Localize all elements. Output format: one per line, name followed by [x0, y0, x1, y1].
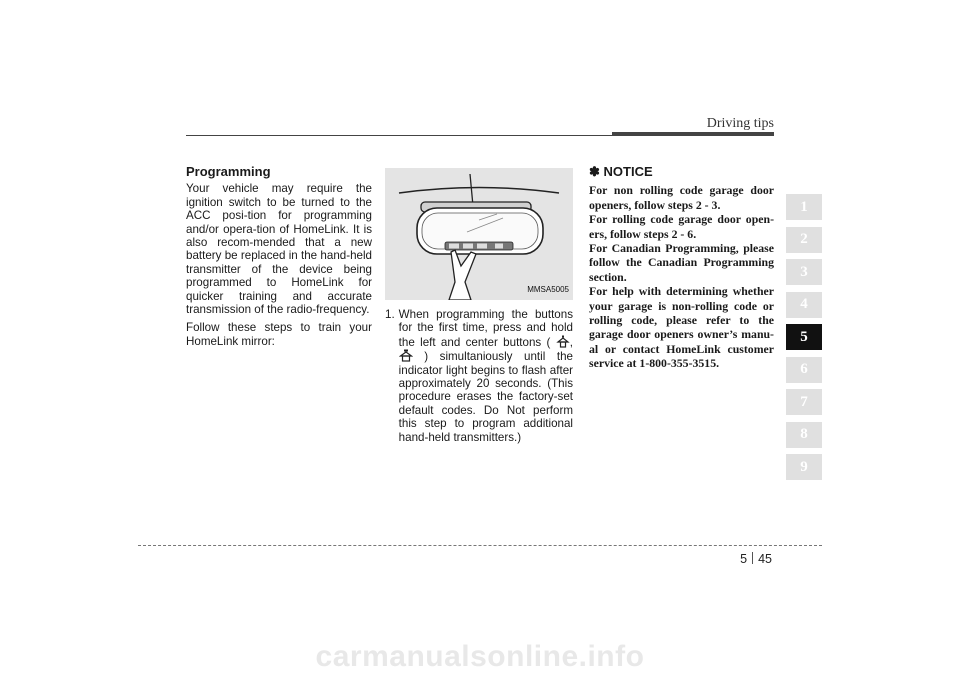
page-num: 45 — [758, 552, 772, 566]
chapter-tab-8[interactable]: 8 — [786, 422, 822, 448]
notice-title-text: NOTICE — [603, 164, 653, 179]
programming-heading: Programming — [186, 164, 271, 179]
step-1-icon-separator: , — [569, 335, 573, 349]
step-column — [385, 165, 573, 444]
chapter-tab-1[interactable]: 1 — [786, 194, 822, 220]
chapter-tabs — [786, 194, 822, 487]
page-chapter: 5 — [740, 552, 748, 566]
step-1-number: 1. — [385, 308, 395, 321]
chapter-tab-5[interactable]: 5 — [786, 324, 822, 350]
chapter-tab-6[interactable]: 6 — [786, 357, 822, 383]
step-1-text — [399, 308, 573, 444]
watermark: carmanualsonline.info — [315, 640, 645, 673]
programming-paragraph-2: Follow these steps to train your HomeLink mirror: — [186, 321, 372, 348]
footer-rule — [138, 545, 822, 546]
mirror-illustration — [385, 168, 573, 300]
chapter-tab-2[interactable]: 2 — [786, 227, 822, 253]
notice-symbol-icon: ✽ — [589, 164, 600, 179]
homelink-button-1-icon — [556, 335, 570, 348]
programming-column — [186, 165, 372, 353]
chapter-tab-3[interactable]: 3 — [786, 259, 822, 285]
homelink-mirror-drawing — [385, 168, 573, 300]
page-number-separator — [752, 552, 753, 564]
header-rule-accent — [612, 132, 774, 136]
step-1-text-end: ) simultaniously until the indicator light begins to flash after approximately 20 seconds. (This procedure erases the factory-set default codes. Do Not perform this step to program additional hand-held transmitters.) — [398, 350, 573, 444]
figure-code: MMSA5005 — [527, 284, 569, 294]
homelink-button-2-icon — [399, 349, 413, 362]
notice-title — [589, 165, 774, 178]
section-title: Driving tips — [706, 116, 774, 131]
chapter-tab-4[interactable]: 4 — [786, 292, 822, 318]
notice-body: For non rolling code garage door openers, follow steps 2 - 3. For rolling code garage door open-ers, follow steps 2 - 6. For Canadian Programming, please follow the Canadian Programming section. For help with determining whether your garage is non-rolling code or rolling code, please refer to the garage door openers owner’s manu-al or contact HomeLink customer service at 1-800-355-3515. — [589, 183, 774, 371]
notice-column — [589, 165, 774, 371]
page-number — [740, 552, 772, 566]
step-1 — [385, 308, 573, 444]
step-1-text-start: When programming the buttons for the first time, press and hold the left and center buttons ( — [398, 308, 573, 349]
chapter-tab-7[interactable]: 7 — [786, 389, 822, 415]
programming-paragraph-1: Your vehicle may require the ignition switch to be turned to the ACC posi-tion for programming and/or opera-tion of HomeLink. It is also recom-mended that a new battery be replaced in the hand-held transmitter of the device being programmed to HomeLink for quicker training and accurate transmission of the radio-frequency. — [186, 182, 372, 317]
chapter-tab-9[interactable]: 9 — [786, 454, 822, 480]
